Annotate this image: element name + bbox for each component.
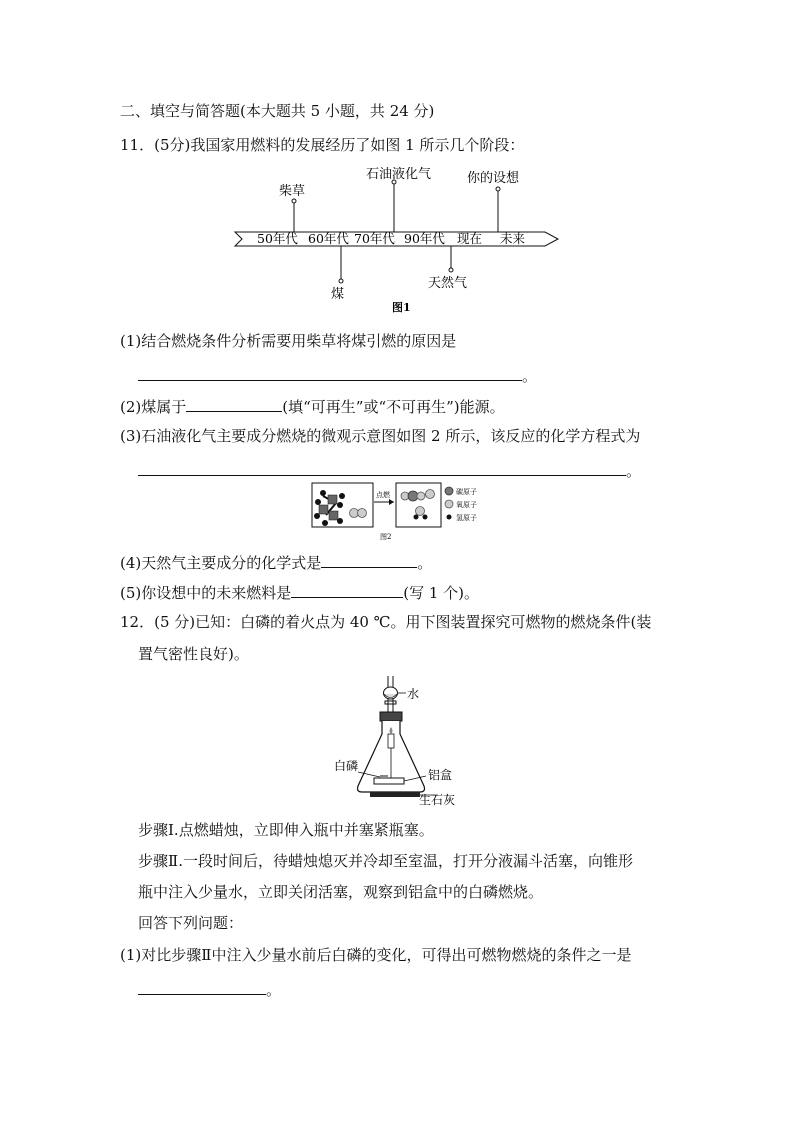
candle [388, 734, 394, 748]
q11-part2: (2)煤属于 (填“可再生”或“不可再生”)能源。 [120, 395, 505, 417]
q12-part1: (1)对比步骤Ⅱ中注入少量水前后白磷的变化，可得出可燃物燃烧的条件之一是 [120, 946, 632, 964]
legend-oxygen: 氧原子 [456, 501, 477, 509]
era-label-future: 未来 [500, 231, 526, 246]
legend-carbon-icon [445, 487, 453, 495]
era-label-50s: 50年代 [257, 231, 298, 246]
products-box [396, 483, 441, 527]
fig2-caption: 图2 [380, 533, 392, 540]
era-label-60s: 60年代 [308, 231, 349, 246]
legend-hydrogen: 氢原子 [456, 514, 477, 522]
q11-part3: (3)石油液化气主要成分燃烧的微观示意图如图 2 所示，该反应的化学方程式为 [120, 427, 641, 445]
co2-molecule [401, 491, 425, 501]
label-aluminum-box: 铝盒 [428, 768, 453, 782]
q12-stem-line1: 12．(5 分)已知：白磷的着火点为 40 ℃。用下图装置探究可燃物的燃烧条件(装 [120, 613, 652, 631]
fig1-label-natural-gas: 天然气 [428, 276, 468, 291]
answer-blank[interactable] [321, 551, 417, 568]
q11-part3-answer-line: 。 [138, 459, 641, 481]
fig1-label-your-idea: 你的设想 [467, 171, 520, 186]
label-quicklime: 生石灰 [419, 793, 456, 806]
q11-stem: 11．(5分)我国家用燃料的发展经历了如图 1 所示几个阶段： [120, 136, 525, 154]
q12-step2-line2: 瓶中注入少量水，立即关闭活塞，观察到铝盒中的白磷燃烧。 [138, 883, 544, 901]
legend-carbon: 碳原子 [456, 488, 477, 496]
o-atom [426, 490, 435, 499]
answer-blank[interactable] [138, 364, 522, 381]
q11-part4: (4)天然气主要成分的化学式是 。 [120, 551, 432, 573]
stopcock [385, 701, 396, 704]
stopper [380, 712, 402, 721]
fig1-label-firewood: 柴草 [279, 184, 306, 199]
quicklime [370, 792, 420, 797]
q12-part1-answer-line: 。 [138, 978, 281, 1000]
aluminum-box [374, 778, 404, 784]
era-label-70s: 70年代 [354, 231, 395, 246]
section-title: 二、填空与简答题(本大题共 5 小题，共 24 分) [120, 102, 435, 120]
q11-part1-answer-line: 。 [138, 364, 537, 386]
label-white-phosphorus: 白磷 [334, 759, 359, 773]
figure-1-timeline [230, 163, 570, 318]
answer-blank[interactable] [138, 978, 266, 995]
fig2-arrow-label: 点燃 [376, 491, 390, 499]
era-label-now: 现在 [457, 231, 483, 246]
q12-stem-line2: 置气密性良好)。 [138, 645, 249, 663]
era-label-90s: 90年代 [404, 231, 445, 246]
figure-apparatus [330, 674, 480, 806]
answer-blank[interactable] [138, 459, 626, 476]
figure-2-micro-reaction [310, 480, 500, 540]
fig1-label-coal: 煤 [331, 287, 345, 302]
fig1-caption: 图1 [392, 301, 411, 314]
legend-hydrogen-icon [447, 515, 452, 520]
label-water: 水 [407, 687, 420, 701]
answer-blank[interactable] [291, 581, 403, 598]
white-phosphorus [380, 775, 388, 778]
q12-answer-prompt: 回答下列问题： [138, 914, 244, 932]
q12-step1: 步骤Ⅰ.点燃蜡烛，立即伸入瓶中并塞紧瓶塞。 [138, 821, 434, 839]
legend-oxygen-icon [445, 500, 453, 508]
q11-part1: (1)结合燃烧条件分析需要用柴草将煤引燃的原因是 [120, 332, 457, 350]
fig1-label-lpg: 石油液化气 [366, 167, 432, 182]
answer-blank[interactable] [186, 395, 282, 412]
q12-step2-line1: 步骤Ⅱ.一段时间后，待蜡烛熄灭并冷却至室温，打开分液漏斗活塞，向锥形 [138, 852, 633, 870]
q11-part5: (5)你设想中的未来燃料是 (写 1 个)。 [120, 581, 479, 603]
